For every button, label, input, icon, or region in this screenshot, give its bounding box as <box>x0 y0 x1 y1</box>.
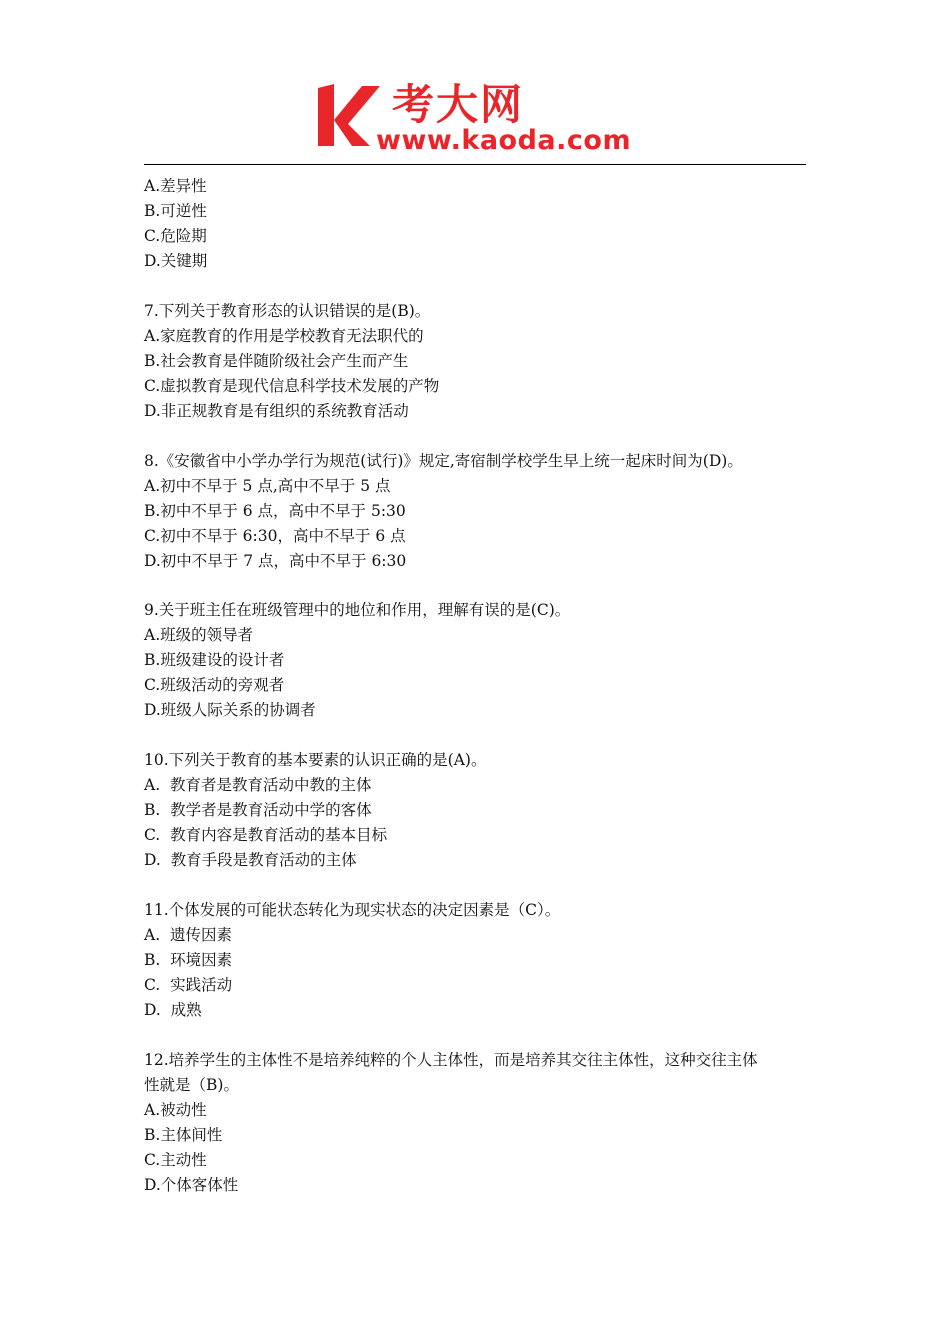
question-block-11 <box>144 898 806 1023</box>
option-line: A.差异性 <box>144 177 207 195</box>
question-block-7 <box>144 299 806 424</box>
question-stem: 7.下列关于教育形态的认识错误的是(B)。 <box>144 301 431 320</box>
option-line: D. 成熟 <box>144 1000 202 1019</box>
question-stem: 12.培养学生的主体性不是培养纯粹的个人主体性，而是培养其交往主体性，这种交往主体 <box>144 1050 758 1069</box>
question-block-8 <box>144 449 806 574</box>
k-logo-icon <box>318 80 382 150</box>
question-block-6 <box>144 174 806 274</box>
option-line: B.社会教育是伴随阶级社会产生而产生 <box>144 351 409 370</box>
question-list <box>144 174 806 1198</box>
option-line: C. 实践活动 <box>144 975 233 994</box>
option-line: A.班级的领导者 <box>144 626 254 645</box>
option-line: A. 遗传因素 <box>144 925 232 944</box>
option-line: B.可逆性 <box>144 202 207 220</box>
option-line: A.家庭教育的作用是学校教育无法职代的 <box>144 326 424 345</box>
option-line: A. 教育者是教育活动中教的主体 <box>144 776 372 795</box>
option-line: B. 教学者是教育活动中学的客体 <box>144 801 372 820</box>
option-line: D.非正规教育是有组织的系统教育活动 <box>144 401 409 420</box>
question-block-12 <box>144 1048 806 1198</box>
option-line: D.关键期 <box>144 252 208 270</box>
option-line: A.初中不早于 5 点,高中不早于 5 点 <box>144 476 391 495</box>
question-stem: 11.个体发展的可能状态转化为现实状态的决定因素是（C）。 <box>144 900 561 919</box>
option-line: D.班级人际关系的协调者 <box>144 701 316 720</box>
option-line: C.主动性 <box>144 1150 207 1169</box>
option-line: D.初中不早于 7 点，高中不早于 6:30 <box>144 551 407 570</box>
option-line: B. 环境因素 <box>144 950 233 969</box>
question-stem: 10.下列关于教育的基本要素的认识正确的是(A)。 <box>144 751 487 770</box>
option-line: C.初中不早于 6:30，高中不早于 6 点 <box>144 526 406 545</box>
question-block-9 <box>144 598 806 723</box>
page-header <box>0 0 950 166</box>
question-stem-continued: 性就是（B)。 <box>144 1075 239 1094</box>
question-stem: 9.关于班主任在班级管理中的地位和作用，理解有误的是(C)。 <box>144 601 571 620</box>
question-block-10 <box>144 748 806 873</box>
option-line: B.班级建设的设计者 <box>144 651 285 670</box>
option-line: C.虚拟教育是现代信息科学技术发展的产物 <box>144 376 440 395</box>
kaoda-logo[interactable] <box>318 80 640 160</box>
option-line: A.被动性 <box>144 1100 207 1119</box>
option-line: B.初中不早于 6 点，高中不早于 5:30 <box>144 501 406 520</box>
option-line: C. 教育内容是教育活动的基本目标 <box>144 826 388 845</box>
question-stem: 8.《安徽省中小学办学行为规范(试行)》规定,寄宿制学校学生早上统一起床时间为(D)。 <box>144 451 743 470</box>
option-line: D. 教育手段是教育活动的主体 <box>144 851 357 870</box>
logo-chinese-text: 考大网 <box>392 80 525 129</box>
header-divider <box>144 164 806 165</box>
option-line: C.班级活动的旁观者 <box>144 676 285 695</box>
option-line: B.主体间性 <box>144 1125 223 1144</box>
option-line: D.个体客体性 <box>144 1175 239 1194</box>
option-line: C.危险期 <box>144 227 207 245</box>
logo-url-text: www.kaoda.com <box>376 125 632 156</box>
